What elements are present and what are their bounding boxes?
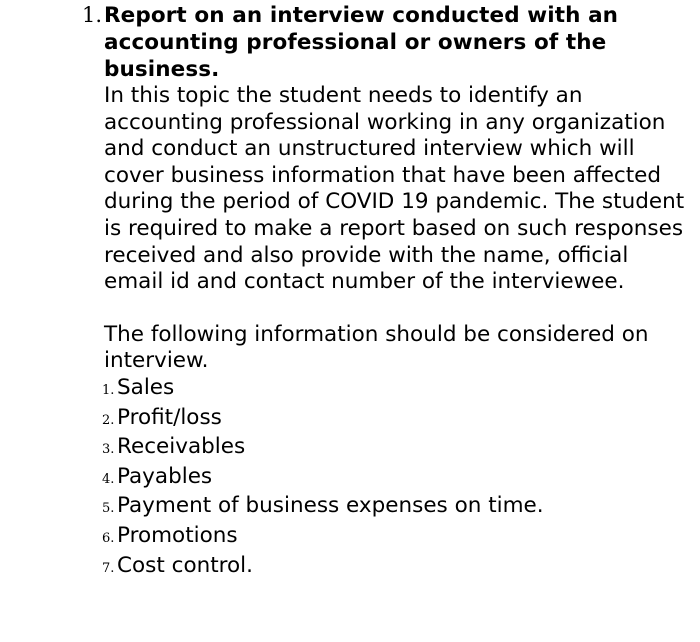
list-item	[102, 553, 692, 583]
item-number: 1.	[82, 3, 103, 27]
list-item	[102, 405, 692, 435]
considerations-intro: The following information should be considered on interview.	[104, 321, 649, 374]
list-item	[102, 523, 692, 553]
list-item-text: Promotions	[117, 522, 238, 548]
paragraph-spacer	[104, 296, 692, 322]
list-item	[102, 434, 692, 464]
list-item-text: Payment of business expenses on time.	[117, 493, 544, 519]
list-item-number: 5.	[102, 501, 115, 517]
item-body	[104, 83, 692, 582]
list-item-text: Receivables	[117, 434, 246, 460]
list-item	[102, 464, 692, 494]
list-item	[102, 375, 692, 405]
item-description: In this topic the student needs to identify an accounting professional working in any organization and conduct an unstructured interview which will cover business information that have been affected during the period of COVID 19 pandemic. The student is required to make a report based on such responses received and also provide with the name, official email id and contact number of the interviewee.	[104, 83, 685, 295]
document-body	[82, 2, 692, 582]
list-item-text: Sales	[117, 374, 175, 400]
list-item-number: 4.	[102, 471, 115, 487]
list-item-number: 7.	[102, 560, 115, 576]
list-item-number: 6.	[102, 530, 115, 546]
list-item-number: 3.	[102, 442, 115, 458]
list-item-text: Cost control.	[117, 552, 253, 578]
list-item	[102, 493, 692, 523]
item-title: Report on an interview conducted with an accounting professional or owners of the business.	[104, 3, 619, 82]
considerations-list	[104, 375, 692, 582]
item-heading	[82, 2, 692, 83]
list-item-text: Payables	[117, 463, 213, 489]
list-item-number: 2.	[102, 412, 115, 428]
list-item-number: 1.	[102, 382, 115, 398]
list-item-text: Profit/loss	[117, 404, 222, 430]
